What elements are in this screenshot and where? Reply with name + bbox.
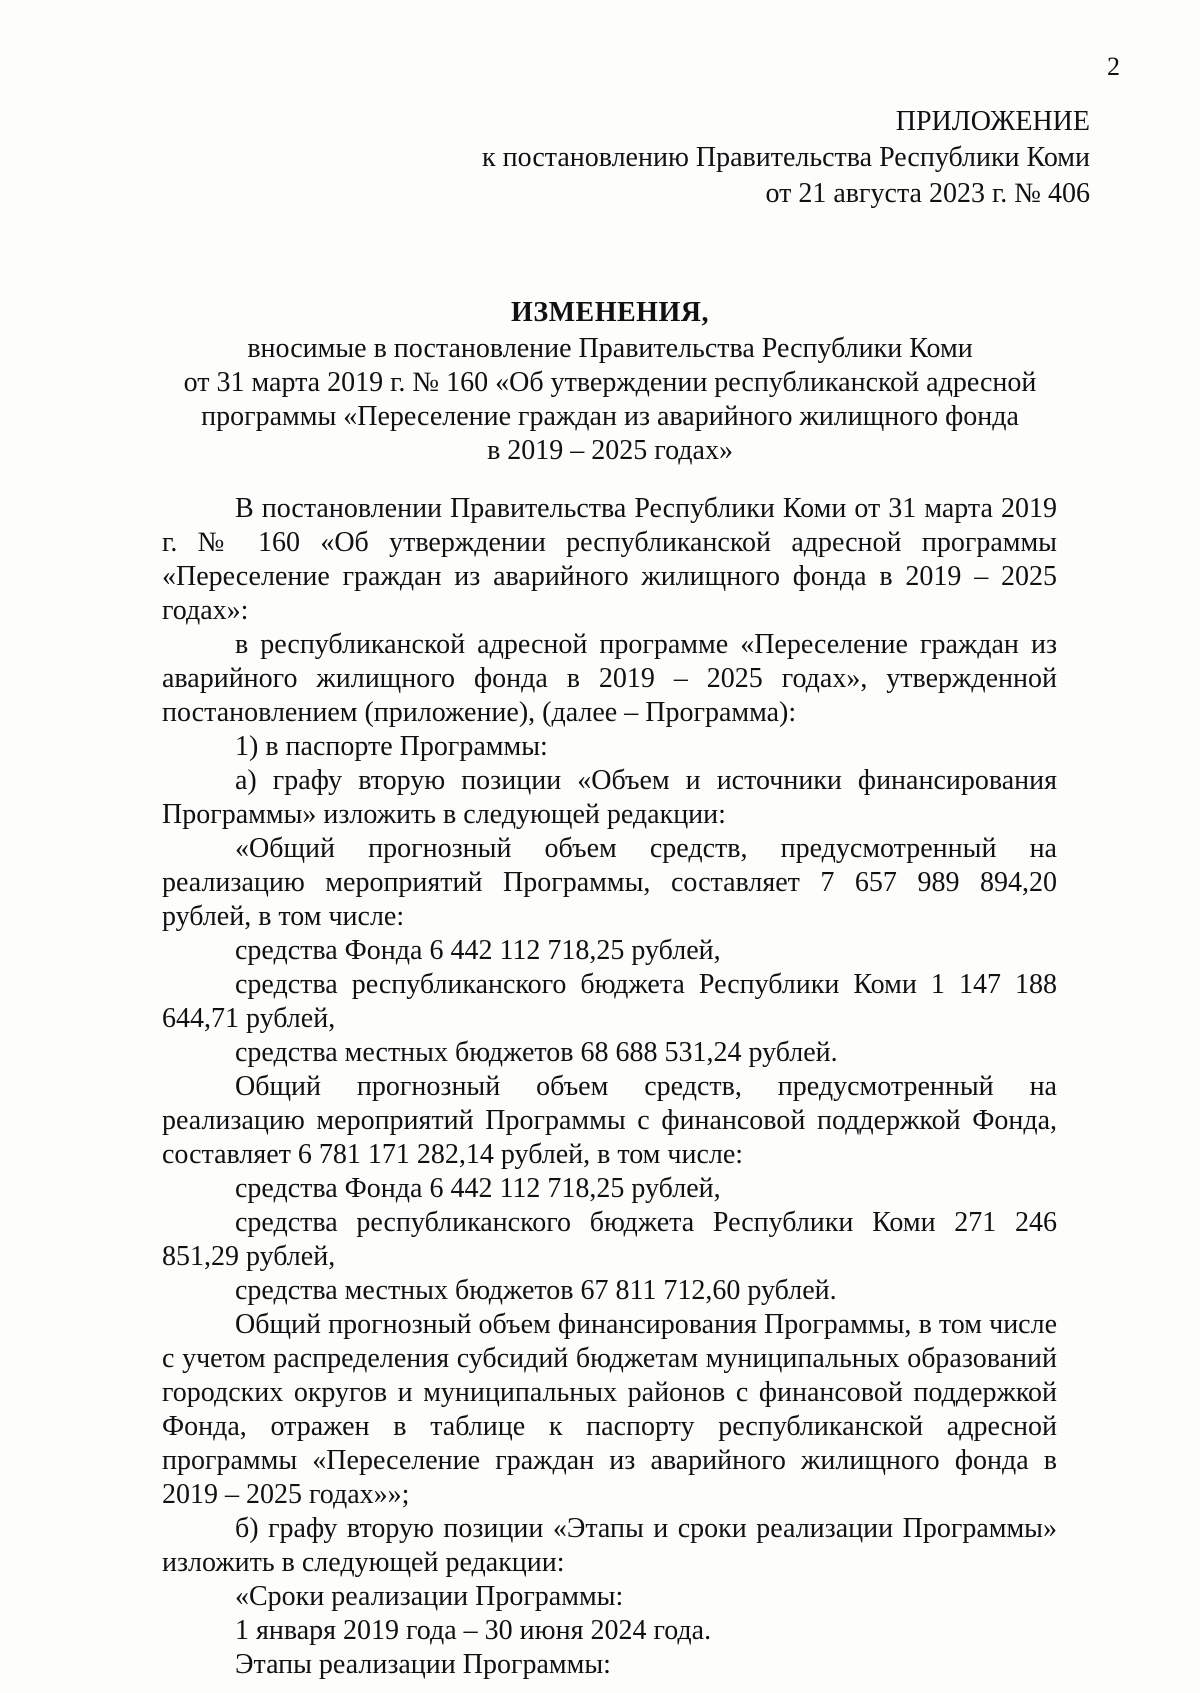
body-paragraph: «Общий прогнозный объем средств, предусмотренный на реализацию мероприятий Программы, составляет 7 657 989 894,20 рублей, в том числе: bbox=[162, 833, 1057, 932]
body-paragraph: а) графу вторую позиции «Объем и источники финансирования Программы» изложить в следующей редакции: bbox=[162, 765, 1057, 830]
appendix-date: от 21 августа 2023 г. № 406 bbox=[765, 178, 1090, 209]
document-title bbox=[160, 296, 1060, 468]
body-paragraph: средства Фонда 6 442 112 718,25 рублей, bbox=[235, 1173, 721, 1204]
body-paragraph: Общий прогнозный объем средств, предусмотренный на реализацию мероприятий Программы с финансовой поддержкой Фонда, составляет 6 781 171 282,14 рублей, в том числе: bbox=[162, 1071, 1057, 1170]
title-heading: ИЗМЕНЕНИЯ, bbox=[511, 297, 709, 328]
body-paragraph: 1 января 2019 года – 30 июня 2024 года. bbox=[235, 1615, 712, 1646]
body-paragraph: средства Фонда 6 442 112 718,25 рублей, bbox=[235, 935, 721, 966]
title-line: от 31 марта 2019 г. № 160 «Об утверждении республиканской адресной bbox=[183, 367, 1037, 398]
body-paragraph: б) графу вторую позиции «Этапы и сроки реализации Программы» изложить в следующей редакции: bbox=[162, 1513, 1057, 1578]
body-paragraph: в республиканской адресной программе «Переселение граждан из аварийного жилищного фонда в 2019 – 2025 годах», утвержденной постановлением (приложение), (далее – Программа): bbox=[162, 629, 1057, 728]
body-paragraph: В постановлении Правительства Республики Коми от 31 марта 2019 г. № 160 «Об утверждении республиканской адресной программы «Переселение граждан из аварийного жилищного фонда в 2019 – 2025 годах»: bbox=[162, 493, 1057, 626]
appendix-label: ПРИЛОЖЕНИЕ bbox=[895, 106, 1090, 137]
page-number: 2 bbox=[1107, 52, 1120, 81]
body-paragraph: средства местных бюджетов 67 811 712,60 рублей. bbox=[235, 1275, 837, 1306]
appendix-header bbox=[482, 104, 1090, 212]
document-body bbox=[162, 492, 1057, 1682]
body-paragraph: средства республиканского бюджета Республики Коми 1 147 188 644,71 рублей, bbox=[162, 969, 1057, 1034]
body-paragraph: «Сроки реализации Программы: bbox=[235, 1581, 624, 1612]
body-paragraph: Этапы реализации Программы: bbox=[235, 1649, 611, 1680]
body-paragraph: 1) в паспорте Программы: bbox=[235, 731, 548, 762]
appendix-reference: к постановлению Правительства Республики Коми bbox=[482, 142, 1090, 173]
body-paragraph: Общий прогнозный объем финансирования Программы, в том числе с учетом распределения субсидий бюджетам муниципальных образований городских округов и муниципальных районов с финансовой поддержкой Фонда, отражен в таблице к паспорту республиканской адресной программы «Переселение граждан из аварийного жилищного фонда в 2019 – 2025 годах»»; bbox=[162, 1309, 1057, 1510]
body-paragraph: средства республиканского бюджета Республики Коми 271 246 851,29 рублей, bbox=[162, 1207, 1057, 1272]
title-line: программы «Переселение граждан из аварийного жилищного фонда bbox=[201, 401, 1019, 432]
title-line: в 2019 – 2025 годах» bbox=[487, 435, 733, 466]
title-line: вносимые в постановление Правительства Республики Коми bbox=[247, 333, 973, 364]
body-paragraph: средства местных бюджетов 68 688 531,24 рублей. bbox=[235, 1037, 838, 1068]
